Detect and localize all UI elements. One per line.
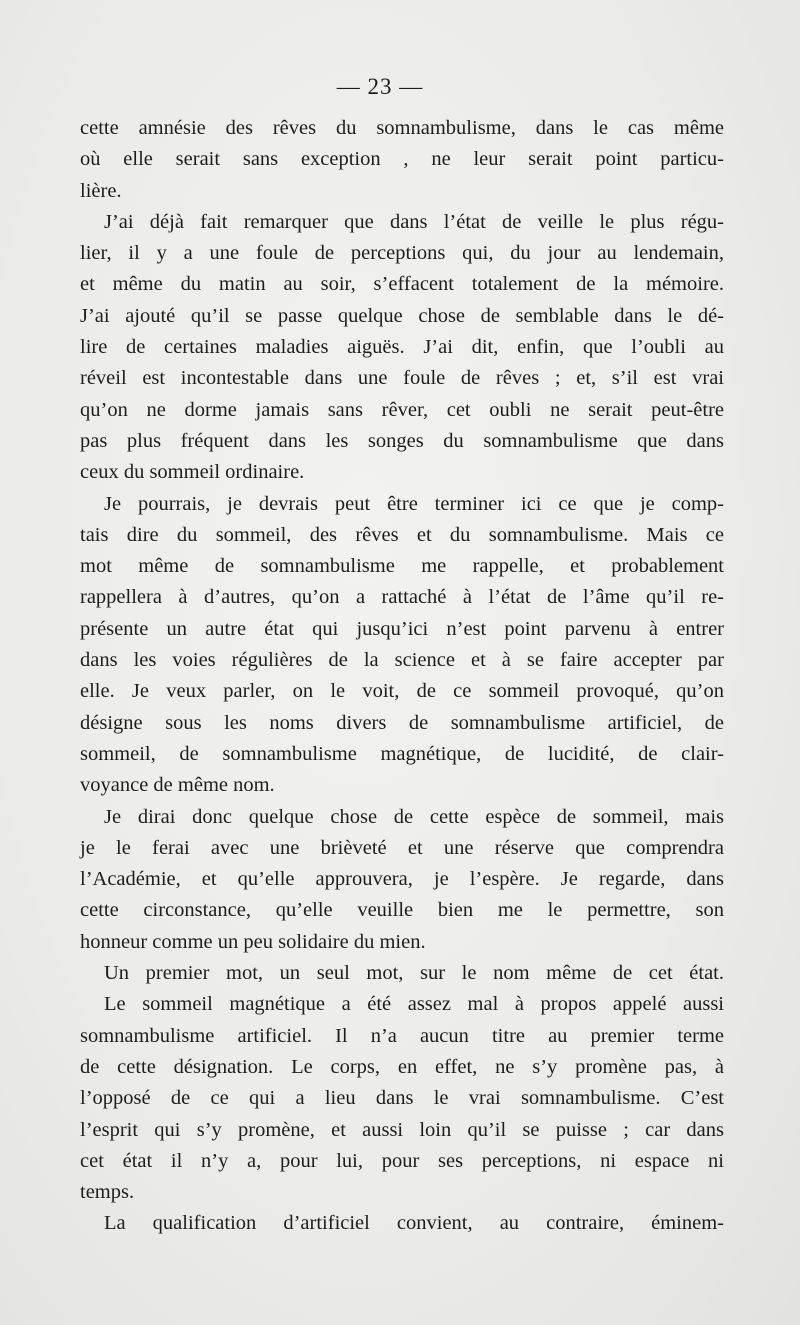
text-line: l’opposé de ce qui a lieu dans le vrai somnambulisme. C’est (80, 1087, 724, 1110)
text-line: présente un autre état qui jusqu’ici n’est point parvenu à entrer (80, 617, 724, 640)
text-line: mot même de somnambulisme me rappelle, et probablement (80, 555, 724, 578)
text-line: et même du matin au soir, s’effacent totalement de la mémoire. (80, 273, 724, 296)
text-line: lire de certaines maladies aiguës. J’ai dit, enfin, que l’oubli au (80, 336, 724, 359)
text-line: Je dirai donc quelque chose de cette espèce de sommeil, mais (104, 805, 724, 828)
text-line: cette circonstance, qu’elle veuille bien me le permettre, son (80, 899, 724, 922)
text-line: voyance de même nom. (80, 774, 275, 797)
body-text (80, 113, 724, 1240)
text-line: J’ai ajouté qu’il se passe quelque chose de semblable dans le dé- (80, 304, 724, 327)
text-line: lière. (80, 179, 122, 202)
text-line: cette amnésie des rêves du somnambulisme, dans le cas même (80, 117, 724, 139)
text-line: je le ferai avec une brièveté et une réserve que comprendra (80, 836, 724, 859)
text-line: somnambulisme artificiel. Il n’a aucun titre au premier terme (80, 1024, 724, 1047)
text-line: où elle serait sans exception , ne leur serait point particu- (80, 148, 724, 171)
text-line: cet état il n’y a, pour lui, pour ses perceptions, ni espace ni (80, 1149, 724, 1172)
text-line: lier, il y a une foule de perceptions qui, du jour au lendemain, (80, 242, 724, 265)
text-line: tais dire du sommeil, des rêves et du somnambulisme. Mais ce (80, 523, 724, 546)
text-line: dans les voies régulières de la science et à se faire accepter par (80, 649, 724, 672)
text-line: elle. Je veux parler, on le voit, de ce sommeil provoqué, qu’on (80, 680, 724, 703)
text-line: Un premier mot, un seul mot, sur le nom même de cet état. (104, 962, 724, 985)
text-line: La qualification d’artificiel convient, au contraire, éminem- (104, 1212, 724, 1235)
text-line: Je pourrais, je devrais peut être terminer ici ce que je comp- (104, 492, 724, 515)
text-line: l’esprit qui s’y promène, et aussi loin qu’il se puisse ; car dans (80, 1118, 724, 1141)
text-line: de cette désignation. Le corps, en effet, ne s’y promène pas, à (80, 1055, 724, 1078)
page-number: — 23 — (336, 74, 424, 99)
text-line: désigne sous les noms divers de somnambulisme artificiel, de (80, 711, 724, 734)
text-line: qu’on ne dorme jamais sans rêver, cet oubli ne serait peut-être (80, 398, 724, 421)
text-line: réveil est incontestable dans une foule de rêves ; et, s’il est vrai (80, 367, 724, 390)
text-line: temps. (80, 1181, 135, 1204)
text-line: honneur comme un peu solidaire du mien. (80, 930, 426, 953)
text-line: J’ai déjà fait remarquer que dans l’état de veille le plus régu- (104, 210, 724, 233)
text-line: l’Académie, et qu’elle approuvera, je l’espère. Je regarde, dans (80, 868, 724, 891)
text-line: ceux du sommeil ordinaire. (80, 461, 305, 484)
text-line: sommeil, de somnambulisme magnétique, de lucidité, de clair- (80, 742, 724, 765)
text-line: Le sommeil magnétique a été assez mal à propos appelé aussi (104, 993, 724, 1016)
text-line: pas plus fréquent dans les songes du somnambulisme que dans (80, 429, 724, 452)
text-line: rappellera à d’autres, qu’on a rattaché à l’état de l’âme qu’il re- (80, 586, 724, 609)
